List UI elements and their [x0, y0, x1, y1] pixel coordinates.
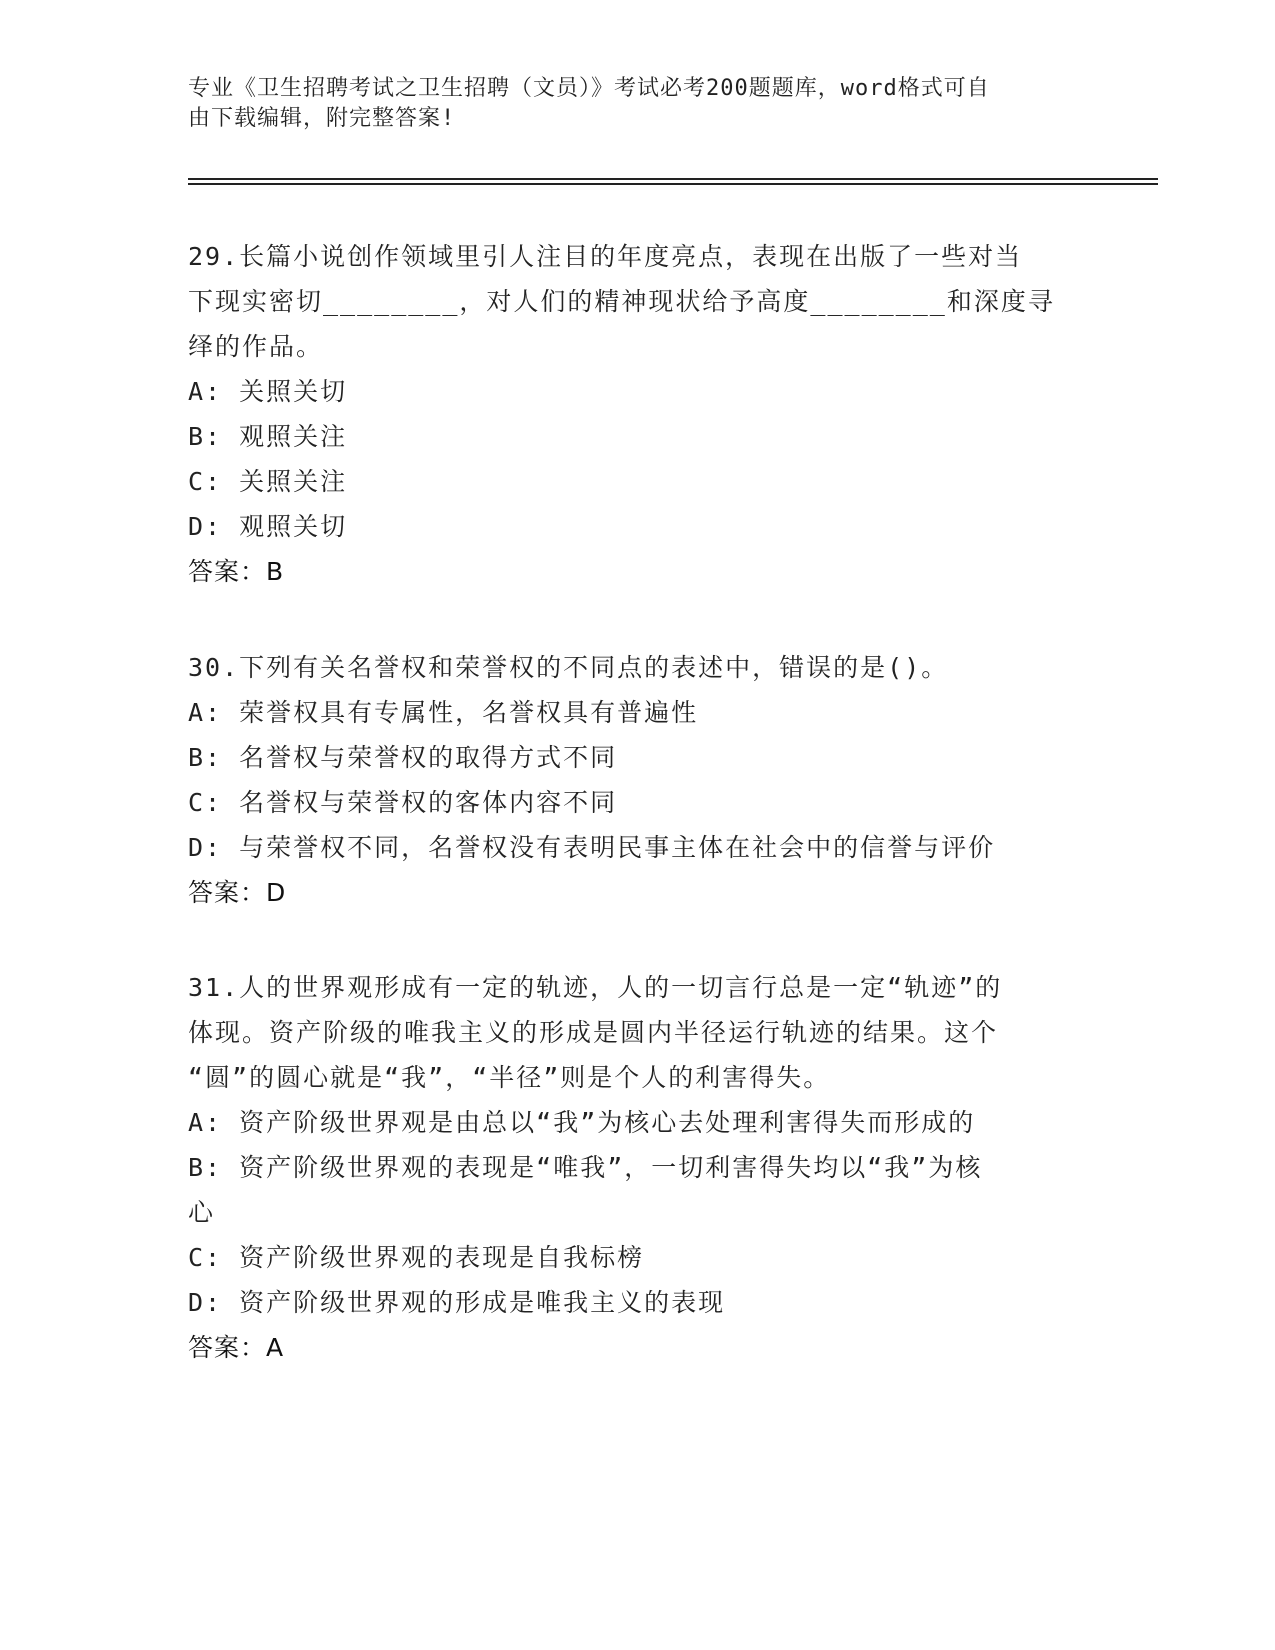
document-header	[188, 74, 1088, 134]
question-stem-line: 体现。资产阶级的唯我主义的形成是圆内半径运行轨迹的结果。这个	[188, 1018, 999, 1047]
question-stem-line: 31.人的世界观形成有一定的轨迹，人的一切言行总是一定“轨迹”的	[188, 973, 1003, 1002]
option-d: D: 观照关切	[188, 512, 348, 541]
question-stem-line: 绎的作品。	[188, 332, 324, 361]
option-c: C: 关照关注	[188, 467, 348, 496]
question-stem-line: 下现实密切________，对人们的精神现状给予高度________和深度寻	[188, 287, 1055, 316]
question-30	[188, 645, 1088, 915]
option-b: B: 资产阶级世界观的表现是“唯我”，一切利害得失均以“我”为核	[188, 1153, 983, 1182]
option-d: D: 与荣誉权不同，名誉权没有表明民事主体在社会中的信誉与评价	[188, 833, 996, 862]
option-a: A: 资产阶级世界观是由总以“我”为核心去处理利害得失而形成的	[188, 1108, 976, 1137]
option-b: B: 观照关注	[188, 422, 348, 451]
question-stem-line: “圆”的圆心就是“我”，“半径”则是个人的利害得失。	[188, 1063, 831, 1092]
option-d: D: 资产阶级世界观的形成是唯我主义的表现	[188, 1288, 726, 1317]
header-line-2: 由下载编辑，附完整答案!	[188, 106, 456, 131]
header-divider-bottom	[188, 183, 1158, 185]
question-stem-line: 30.下列有关名誉权和荣誉权的不同点的表述中，错误的是()。	[188, 653, 949, 682]
question-29	[188, 234, 1088, 594]
question-stem-line: 29.长篇小说创作领域里引人注目的年度亮点，表现在出版了一些对当	[188, 242, 1023, 271]
option-b: B: 名誉权与荣誉权的取得方式不同	[188, 743, 618, 772]
header-line-1: 专业《卫生招聘考试之卫生招聘（文员）》考试必考200题题库，word格式可自	[188, 76, 990, 101]
answer-line: 答案：B	[188, 557, 285, 586]
option-c: C: 资产阶级世界观的表现是自我标榜	[188, 1243, 645, 1272]
question-31	[188, 965, 1088, 1370]
option-a: A: 关照关切	[188, 377, 348, 406]
option-a: A: 荣誉权具有专属性，名誉权具有普遍性	[188, 698, 699, 727]
option-b-continued: 心	[188, 1198, 216, 1227]
answer-line: 答案：D	[188, 878, 287, 907]
header-divider-top	[188, 178, 1158, 180]
answer-line: 答案：A	[188, 1333, 285, 1362]
option-c: C: 名誉权与荣誉权的客体内容不同	[188, 788, 618, 817]
